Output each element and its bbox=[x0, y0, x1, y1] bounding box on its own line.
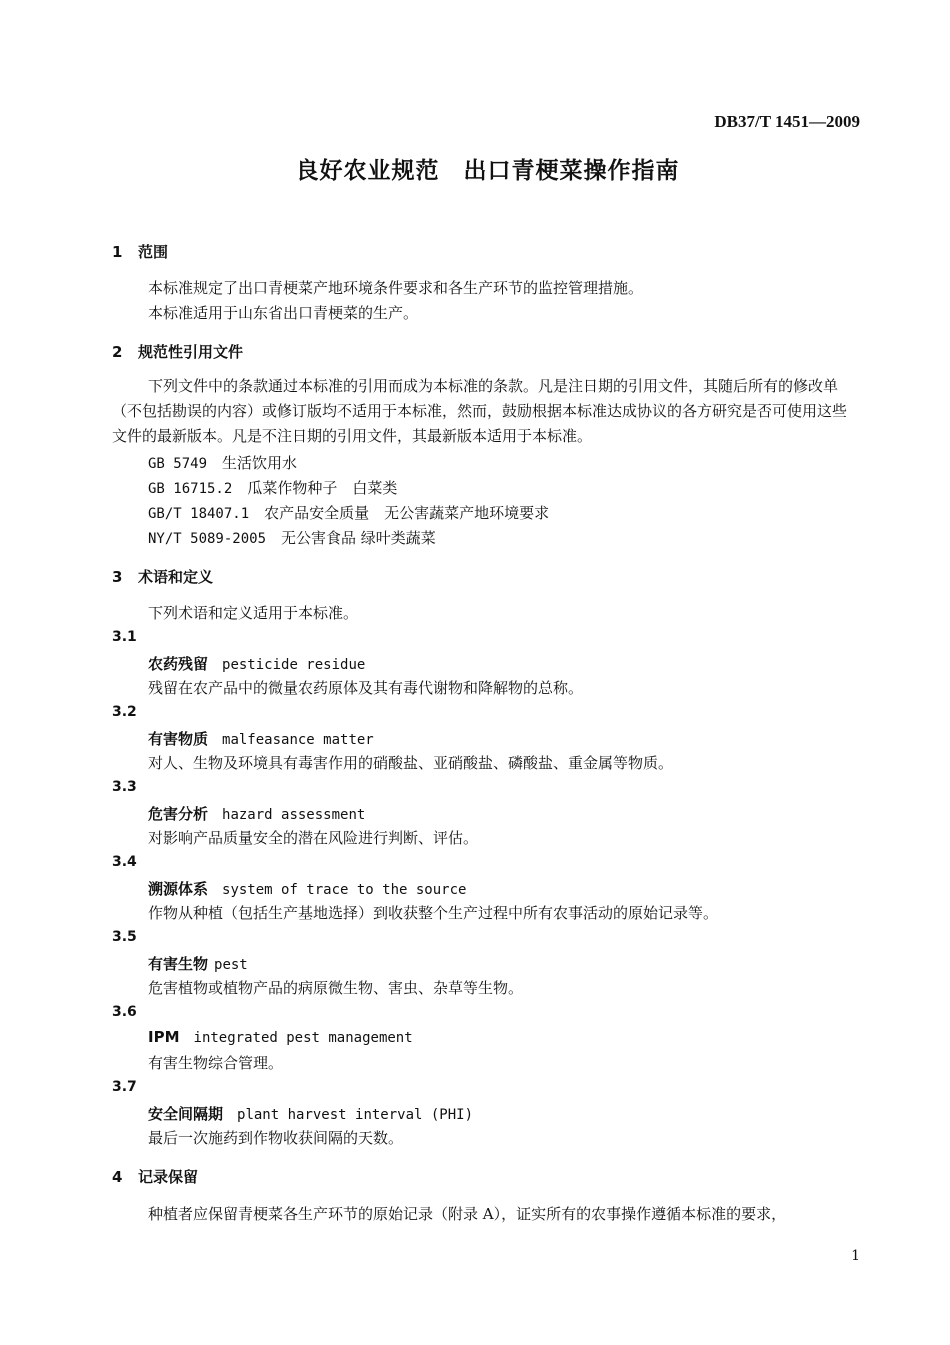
page-number: 1 bbox=[851, 1248, 860, 1264]
term-definition: 作物从种植（包括生产基地选择）到收获整个生产过程中所有农事活动的原始记录等。 bbox=[148, 904, 719, 922]
term-en: pesticide residue bbox=[222, 657, 366, 673]
term-title bbox=[148, 803, 365, 824]
term-title bbox=[148, 1103, 473, 1124]
term-title bbox=[148, 1028, 413, 1046]
reference-name: 瓜菜作物种子 白菜类 bbox=[247, 479, 398, 497]
reference-item bbox=[148, 452, 297, 473]
reference-name: 无公害食品 绿叶类蔬菜 bbox=[281, 529, 436, 547]
term-en: system of trace to the source bbox=[222, 882, 467, 898]
term-number: 3.7 bbox=[112, 1079, 137, 1095]
paragraph: 本标准适用于山东省出口青梗菜的生产。 bbox=[148, 304, 419, 322]
term-zh: 溯源体系 bbox=[148, 880, 209, 898]
term-zh: 农药残留 bbox=[148, 655, 209, 673]
term-definition: 残留在农产品中的微量农药原体及其有毒代谢物和降解物的总称。 bbox=[148, 679, 584, 697]
section-number: 2 bbox=[112, 343, 123, 361]
term-definition: 危害植物或植物产品的病原微生物、害虫、杂草等生物。 bbox=[148, 979, 524, 997]
term-en: integrated pest management bbox=[193, 1030, 413, 1046]
section-2-heading bbox=[112, 341, 243, 362]
reference-name: 生活饮用水 bbox=[222, 454, 298, 472]
reference-code: GB 16715.2 bbox=[148, 481, 233, 497]
term-number: 3.4 bbox=[112, 854, 137, 870]
reference-item bbox=[148, 477, 397, 498]
reference-code: NY/T 5089-2005 bbox=[148, 531, 267, 547]
term-definition: 最后一次施药到作物收获间隔的天数。 bbox=[148, 1129, 404, 1147]
paragraph: 下列术语和定义适用于本标准。 bbox=[148, 604, 359, 622]
term-en: hazard assessment bbox=[222, 807, 366, 823]
section-1-heading bbox=[112, 241, 168, 262]
term-title bbox=[148, 653, 365, 674]
paragraph: 本标准规定了出口青梗菜产地环境条件要求和各生产环节的监控管理措施。 bbox=[148, 279, 644, 297]
term-en: pest bbox=[214, 957, 248, 973]
term-definition: 对影响产品质量安全的潜在风险进行判断、评估。 bbox=[148, 829, 479, 847]
term-en: plant harvest interval (PHI) bbox=[237, 1107, 474, 1123]
term-definition: 有害生物综合管理。 bbox=[148, 1054, 284, 1072]
reference-item bbox=[148, 502, 549, 523]
standard-code: DB37/T 1451—2009 bbox=[714, 112, 860, 131]
term-zh: 危害分析 bbox=[148, 805, 209, 823]
document-title: 良好农业规范 出口青梗菜操作指南 bbox=[295, 158, 680, 184]
reference-code: GB/T 18407.1 bbox=[148, 506, 250, 522]
term-en: malfeasance matter bbox=[222, 732, 374, 748]
section-number: 3 bbox=[112, 568, 123, 586]
term-zh: IPM bbox=[148, 1028, 180, 1046]
reference-name: 农产品安全质量 无公害蔬菜产地环境要求 bbox=[264, 504, 550, 522]
section-title: 记录保留 bbox=[138, 1168, 199, 1186]
term-title bbox=[148, 953, 248, 974]
term-number: 3.2 bbox=[112, 704, 137, 720]
term-number: 3.6 bbox=[112, 1004, 137, 1020]
reference-item bbox=[148, 527, 436, 548]
section-number: 4 bbox=[112, 1168, 123, 1186]
term-zh: 安全间隔期 bbox=[148, 1105, 224, 1123]
section-4-heading bbox=[112, 1166, 198, 1187]
section-title: 范围 bbox=[138, 243, 169, 261]
term-zh: 有害生物 bbox=[148, 955, 209, 973]
term-title bbox=[148, 728, 374, 749]
term-zh: 有害物质 bbox=[148, 730, 209, 748]
term-definition: 对人、生物及环境具有毒害作用的硝酸盐、亚硝酸盐、磷酸盐、重金属等物质。 bbox=[148, 754, 674, 772]
reference-code: GB 5749 bbox=[148, 456, 208, 472]
section-number: 1 bbox=[112, 243, 123, 261]
section-title: 规范性引用文件 bbox=[138, 343, 244, 361]
term-title bbox=[148, 878, 466, 899]
term-number: 3.5 bbox=[112, 929, 137, 945]
paragraph: 下列文件中的条款通过本标准的引用而成为本标准的条款。凡是注日期的引用文件，其随后所有的修改单（不包括勘误的内容）或修订版均不适用于本标准，然而，鼓励根据本标准达成协议的各方研究是否可使用这些文件的最新版本。凡是不注日期的引用文件，其最新版本适用于本标准。 bbox=[112, 377, 848, 445]
paragraph: 种植者应保留青梗菜各生产环节的原始记录（附录 A），证实所有的农事操作遵循本标准的要求， bbox=[148, 1205, 787, 1223]
section-title: 术语和定义 bbox=[138, 568, 214, 586]
term-number: 3.1 bbox=[112, 629, 137, 645]
section-3-heading bbox=[112, 566, 213, 587]
term-number: 3.3 bbox=[112, 779, 137, 795]
